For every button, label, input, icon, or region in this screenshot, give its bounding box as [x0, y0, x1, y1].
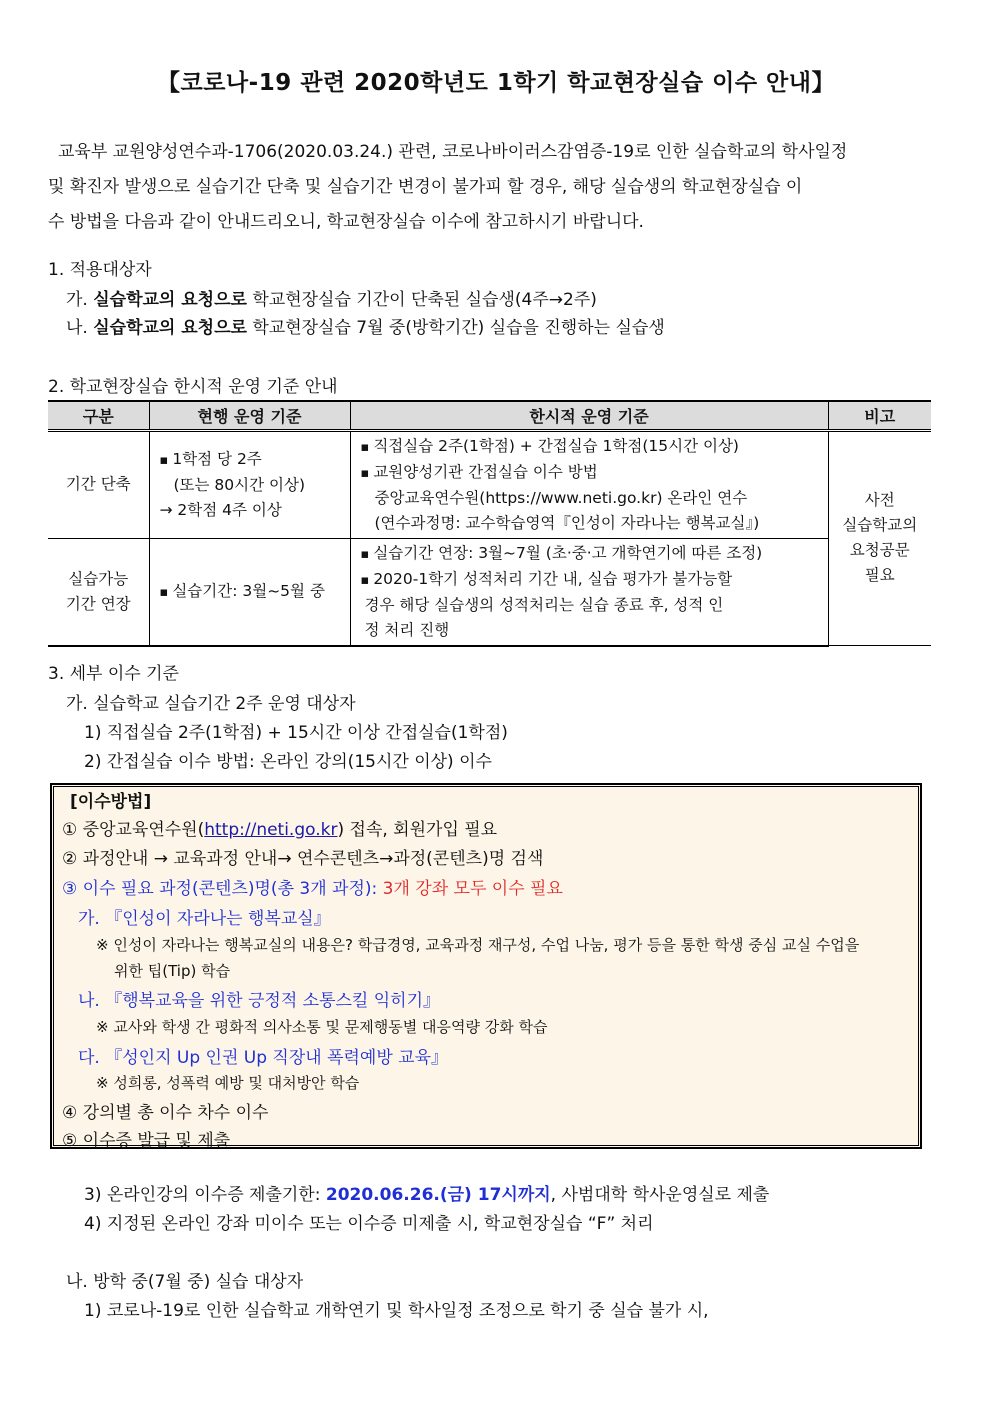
section1-item [66, 285, 597, 310]
current-standard-cell [149, 538, 350, 646]
section1-heading: 1. 적용대상자 [48, 260, 152, 280]
remark-line: 필요 [864, 566, 895, 585]
intro-line: 수 방법을 다음과 같이 안내드리오니, 학교현장실습 이수에 참고하시기 바랍니다. [48, 212, 644, 232]
subsection-item: 2) 간접실습 이수 방법: 온라인 강의(15시간 이상) 이수 [84, 752, 492, 772]
item-prefix: 나. [66, 318, 88, 338]
bullet-text: ▪ 2020-1학기 성적처리 기간 내, 실습 평가가 불가능할 [361, 567, 822, 593]
course-3: 다. 『성인지 Up 인권 Up 직장내 폭력예방 교육』 [78, 1048, 449, 1068]
completion-method-box [50, 783, 922, 1149]
category-cell: 기간 단축 [48, 430, 149, 538]
step-2: ② 과정안내 → 교육과정 안내→ 연수콘텐츠→과정(콘텐츠)명 검색 [62, 849, 544, 869]
item-text: 3) 온라인강의 이수증 제출기한: [84, 1185, 326, 1205]
indented-text: (또는 80시간 이상) [173, 475, 306, 494]
category-line: 실습가능 [68, 569, 129, 588]
arrow-text: → 2학점 4주 이상 [159, 500, 282, 519]
item-text: 학교현장실습 기간이 단축된 실습생(4주→2주) [252, 290, 597, 310]
document-title: 【코로나-19 관련 2020학년도 1학기 학교현장실습 이수 안내】 [157, 70, 835, 96]
box-title: [이수방법] [70, 792, 152, 812]
item-prefix: 가. [66, 290, 88, 310]
remark-cell [828, 430, 931, 646]
current-standard-cell [149, 430, 350, 538]
step-3 [62, 874, 563, 899]
step-text: ③ 이수 필요 과정(콘텐츠)명(총 3개 과정): [62, 879, 383, 899]
required-note: 3개 강좌 모두 이수 필요 [382, 879, 563, 899]
course-note: 위한 팁(Tip) 학습 [114, 962, 231, 980]
subsection-item: 1) 직접실습 2주(1학점) + 15시간 이상 간접실습(1학점) [84, 723, 508, 743]
deadline: 2020.06.26.(금) 17시까지 [325, 1185, 551, 1205]
neti-link[interactable]: http://neti.go.kr [204, 820, 338, 840]
table-row [48, 538, 931, 646]
subsection-item: 4) 지정된 온라인 강좌 미이수 또는 이수증 미제출 시, 학교현장실습 “F” 처리 [84, 1214, 654, 1234]
course-1: 가. 『인성이 자라나는 행복교실』 [78, 909, 331, 929]
bullet-text: ▪ 교원양성기관 간접실습 이수 방법 [361, 460, 822, 486]
item-text: 학교현장실습 7월 중(방학기간) 실습을 진행하는 실습생 [252, 318, 665, 338]
subsection-heading: 나. 방학 중(7월 중) 실습 대상자 [66, 1272, 304, 1292]
continued-text: 경우 해당 실습생의 성적처리는 실습 종료 후, 성적 인 [364, 595, 724, 614]
item-bold: 실습학교의 요청으로 [93, 318, 247, 338]
temporary-standard-cell [350, 430, 828, 538]
subsection-item: 1) 코로나-19로 인한 실습학교 개학연기 및 학사일정 조정으로 학기 중 실습 불가 시, [84, 1301, 709, 1321]
bullet-text: ▪ 실습기간 연장: 3월~7월 (초·중·고 개학연기에 따른 조정) [361, 541, 822, 567]
standards-table [48, 400, 931, 647]
item-text: , 사범대학 학사운영실로 제출 [550, 1185, 770, 1205]
remark-line: 요청공문 [849, 541, 910, 560]
section1-item [66, 313, 665, 338]
subsection-item [84, 1180, 769, 1205]
remark-line: 실습학교의 [842, 516, 918, 535]
intro-line: 교육부 교원양성연수과-1706(2020.03.24.) 관련, 코로나바이러스감염증-19로 인한 실습학교의 학사일정 [58, 142, 848, 162]
column-header: 비고 [828, 401, 931, 430]
category-cell [48, 538, 149, 646]
bullet-text: ▪ 1학점 당 2주 [160, 447, 344, 473]
step-text: ① 중앙교육연수원( [62, 820, 205, 840]
course-note: ※ 교사와 학생 간 평화적 의사소통 및 문제행동별 대응역량 강화 학습 [96, 1018, 548, 1036]
indented-text: (연수과정명: 교수학습영역『인성이 자라나는 행복교실』) [374, 513, 760, 532]
table-row [48, 430, 931, 538]
temporary-standard-cell [350, 538, 828, 646]
subsection-heading: 가. 실습학교 실습기간 2주 운영 대상자 [66, 694, 356, 714]
remark-line: 사전 [864, 491, 895, 510]
course-2: 나. 『행복교육을 위한 긍정적 소통스킬 익히기』 [78, 991, 441, 1011]
column-header: 현행 운영 기준 [149, 401, 350, 430]
bullet-text: ▪ 직접실습 2주(1학점) + 간접실습 1학점(15시간 이상) [361, 434, 822, 460]
indented-text: 중앙교육연수원(https://www.neti.go.kr) 온라인 연수 [374, 488, 748, 507]
section3-heading: 3. 세부 이수 기준 [48, 664, 179, 684]
column-header: 한시적 운영 기준 [350, 401, 828, 430]
intro-paragraph [48, 135, 946, 240]
step-5: ⑤ 이수증 발급 및 제출 [62, 1131, 231, 1151]
continued-text: 정 처리 진행 [364, 620, 450, 639]
course-note: ※ 인성이 자라나는 행복교실의 내용은? 학급경영, 교육과정 재구성, 수업 나눔, 평가 등을 통한 학생 중심 교실 수업을 [96, 936, 860, 954]
bullet-text: ▪ 실습기간: 3월~5월 중 [160, 579, 344, 605]
table-header-row [48, 401, 931, 430]
section2-heading: 2. 학교현장실습 한시적 운영 기준 안내 [48, 377, 338, 397]
step-1 [62, 815, 497, 840]
intro-line: 및 확진자 발생으로 실습기간 단축 및 실습기간 변경이 불가피 할 경우, 해당 실습생의 학교현장실습 이 [48, 177, 803, 197]
category-line: 기간 연장 [65, 594, 131, 613]
course-note: ※ 성희롱, 성폭력 예방 및 대처방안 학습 [96, 1074, 360, 1092]
item-bold: 실습학교의 요청으로 [93, 290, 247, 310]
step-4: ④ 강의별 총 이수 차수 이수 [62, 1103, 269, 1123]
step-text: ) 접속, 회원가입 필요 [337, 820, 498, 840]
column-header: 구분 [48, 401, 149, 430]
